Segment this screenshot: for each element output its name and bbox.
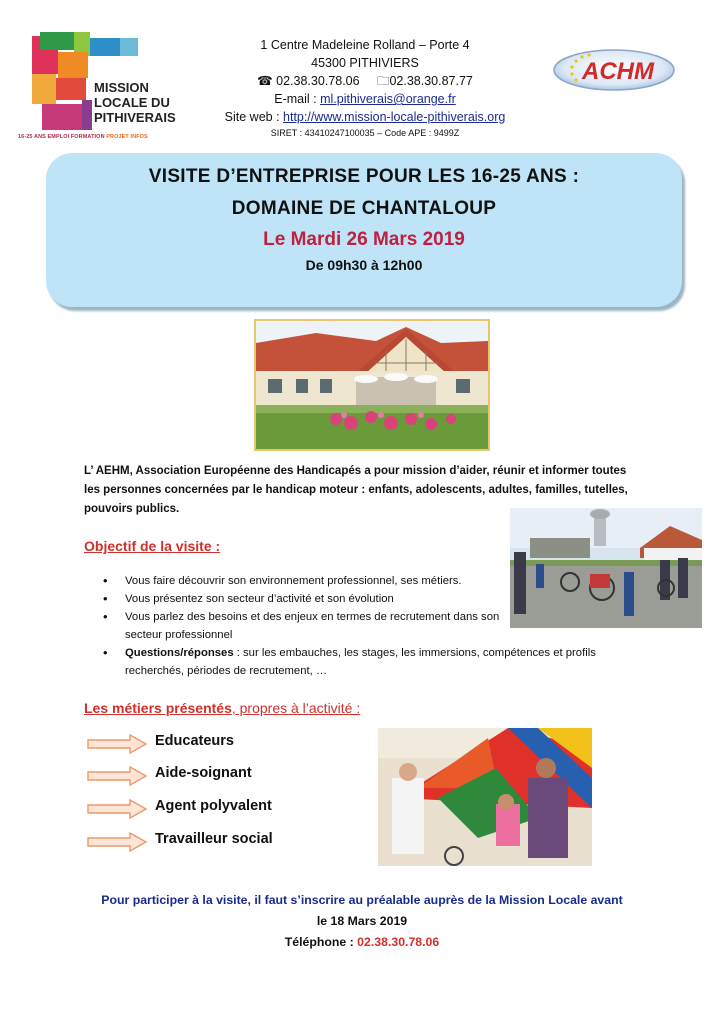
- org-tagline: 16-25 ANS EMPLOI FORMATION PROJET INFOS: [18, 134, 148, 140]
- achm-logo: [552, 48, 676, 92]
- title-banner: [46, 153, 682, 307]
- event-hours: De 09h30 à 12h00: [305, 257, 423, 273]
- arrow-icon: [86, 799, 148, 819]
- list-item: • Vous faire découvrir son environnement professionnel, ses métiers.: [103, 572, 613, 590]
- web-line: Site web : http://www.mission-locale-pithiverais.org: [224, 110, 506, 124]
- arrow-icon: [86, 766, 148, 786]
- metiers-heading: Les métiers présentés, propres à l’activité :: [84, 700, 361, 716]
- event-date: Le Mardi 26 Mars 2019: [263, 229, 465, 250]
- job-label: Travailleur social: [155, 831, 273, 847]
- achm-logo-text: ACHM: [582, 58, 654, 85]
- intro-paragraph: L’ AEHM, Association Européenne des Handicapés a pour mission d’aider, réunir et informer toutes les personnes concernées par le handicap moteur : enfants, adolescents, adultes, familles, tutelles, pouvoirs publics.: [84, 465, 628, 515]
- phone-number: 02.38.30.78.06: [276, 74, 360, 88]
- org-name: MISSION LOCALE DU PITHIVERAIS: [94, 80, 176, 125]
- arrow-icon: [86, 734, 148, 754]
- list-item: • Questions/réponses : sur les embauches, les stages, les immersions, compétences et profils recherchés, périodes de recrutement, …: [103, 644, 613, 680]
- folder-icon: 🗀: [376, 74, 390, 88]
- footer: [40, 890, 684, 953]
- phone-icon: ☎: [257, 74, 273, 88]
- footer-phone: 02.38.30.78.06: [357, 935, 440, 949]
- footer-phone-line: Téléphone : 02.38.30.78.06: [284, 935, 440, 949]
- footer-line2: le 18 Mars 2019: [316, 914, 408, 928]
- email-line: E-mail : ml.pithiverais@orange.fr: [274, 92, 456, 106]
- list-item: • Vous présentez son secteur d’activité et son évolution: [103, 590, 613, 608]
- website-link[interactable]: http://www.mission-locale-pithiverais.org: [283, 110, 506, 124]
- list-item: • Vous parlez des besoins et des enjeux en termes de recrutement dans son secteur professionnel: [103, 608, 505, 644]
- court-photo: [510, 508, 702, 628]
- address-line1: 1 Centre Madeleine Rolland – Porte 4: [260, 38, 470, 52]
- footer-line1: Pour participer à la visite, il faut s’inscrire au préalable auprès de la Mission Locale avant: [101, 893, 623, 907]
- contact-block: [200, 36, 530, 140]
- email-link[interactable]: ml.pithiverais@orange.fr: [320, 92, 456, 106]
- fax-number: 02.38.30.87.77: [389, 74, 473, 88]
- siret: SIRET : 43410247100035 – Code APE : 9499Z: [270, 128, 460, 138]
- phone-fax-line: [200, 72, 530, 90]
- address-line2: 45300 PITHIVIERS: [311, 56, 419, 70]
- title-line1: VISITE D’ENTREPRISE POUR LES 16-25 ANS :: [148, 166, 580, 187]
- job-label: Agent polyvalent: [155, 798, 272, 814]
- arrow-icon: [86, 832, 148, 852]
- parachute-photo: [378, 728, 592, 866]
- objectif-heading: Objectif de la visite :: [84, 538, 221, 554]
- job-label: Aide-soignant: [155, 765, 252, 781]
- job-label: Educateurs: [155, 733, 234, 749]
- building-photo: [254, 319, 490, 451]
- title-line2: DOMAINE DE CHANTALOUP: [231, 198, 497, 219]
